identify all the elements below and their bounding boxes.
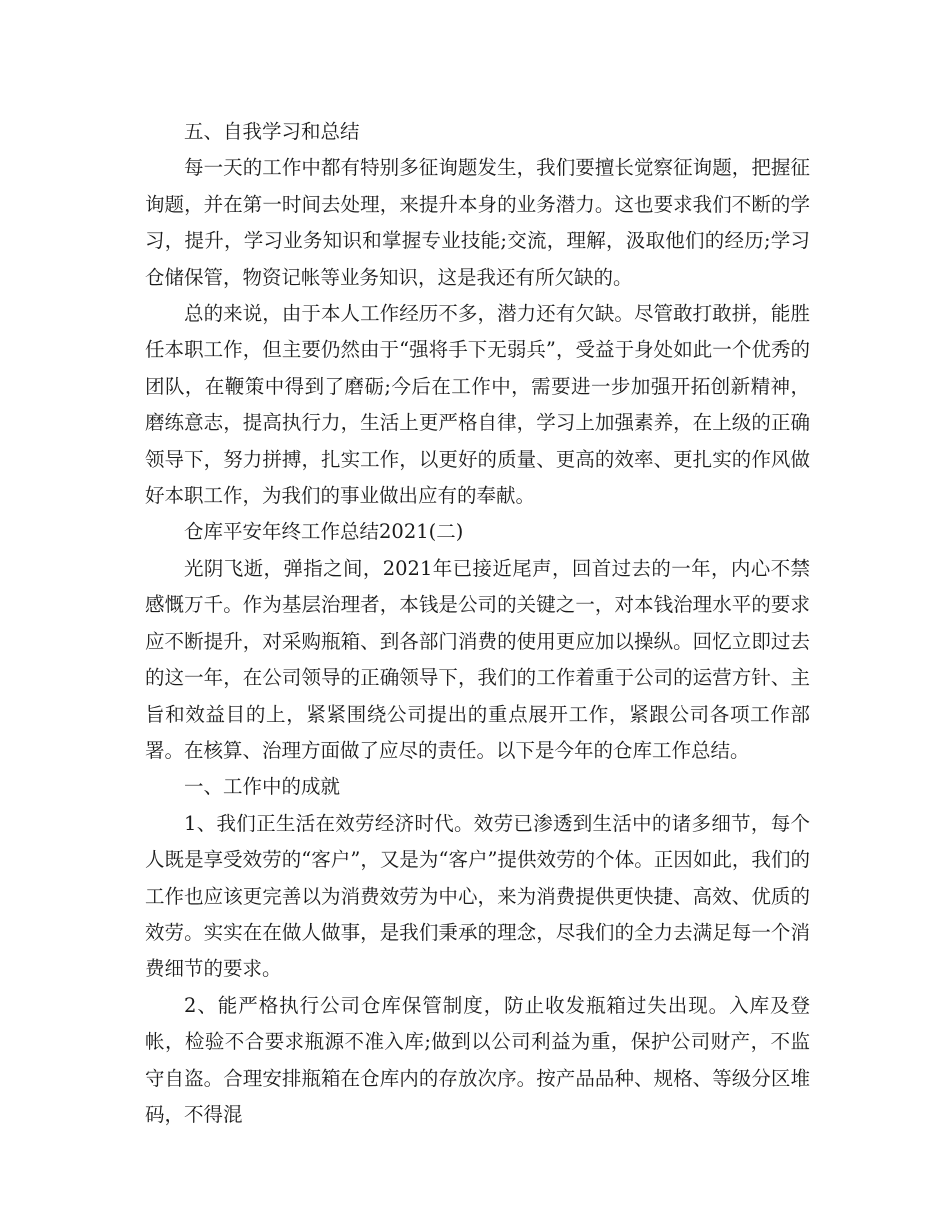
document2-intro: 光阴飞逝，弹指之间，2021年已接近尾声，回首过去的一年，内心不禁感慨万千。作为基层治理者，本钱是公司的关键之一，对本钱治理水平的要求应不断提升，对采购瓶箱、到各部门消费的使用更应加以操纵。回忆立即过去的这一年，在公司领导的正确领导下，我们的工作着重于公司的运营方针、主旨和效益目的上，紧紧围绕公司提出的重点展开工作，紧跟公司各项工作部署。在核算、治理方面做了应尽的责任。以下是今年的仓库工作总结。 xyxy=(145,556,810,762)
section5-paragraph-2: 总的来说，由于本人工作经历不多，潜力还有欠缺。尽管敢打敢拼，能胜任本职工作，但主要仍然由于“强将手下无弱兵”，受益于身处如此一个优秀的团队，在鞭策中得到了磨砺;今后在工作中，需要进一步加强开拓创新精神，磨练意志，提高执行力，生活上更严格自律，学习上加强素养，在上级的正确领导下，努力拼搏，扎实工作，以更好的质量、更高的效率、更扎实的作风做好本职工作，为我们的事业做出应有的奉献。 xyxy=(145,302,810,508)
document-body xyxy=(145,114,810,1133)
list-item-1: 1、我们正生活在效劳经济时代。效劳已渗透到生活中的诸多细节，每个人既是享受效劳的“客户”，又是为“客户”提供效劳的个体。正因如此，我们的工作也应该更完善以为消费效劳为中心，来为消费提供更快捷、高效、优质的效劳。实实在在做人做事，是我们秉承的理念，尽我们的全力去满足每一个消费细节的要求。 xyxy=(145,811,810,981)
section5-paragraph-1: 每一天的工作中都有特别多征询题发生，我们要擅长觉察征询题，把握征询题，并在第一时间去处理，来提升本身的业务潜力。这也要求我们不断的学习，提升，学习业务知识和掌握专业技能;交流，理解，汲取他们的经历;学习仓储保管，物资记帐等业务知识，这是我还有所欠缺的。 xyxy=(145,156,810,289)
section5-heading: 五、自我学习和总结 xyxy=(184,120,360,143)
list-item-2: 2、能严格执行公司仓库保管制度，防止收发瓶箱过失出现。入库及登帐，检验不合要求瓶源不准入库;做到以公司利益为重，保护公司财产，不监守自盗。合理安排瓶箱在仓库内的存放次序。按产品品种、规格、等级分区堆码，不得混 xyxy=(145,993,810,1126)
section1-heading: 一、工作中的成就 xyxy=(184,775,341,799)
document2-title: 仓库平安年终工作总结2021(二) xyxy=(184,520,464,544)
